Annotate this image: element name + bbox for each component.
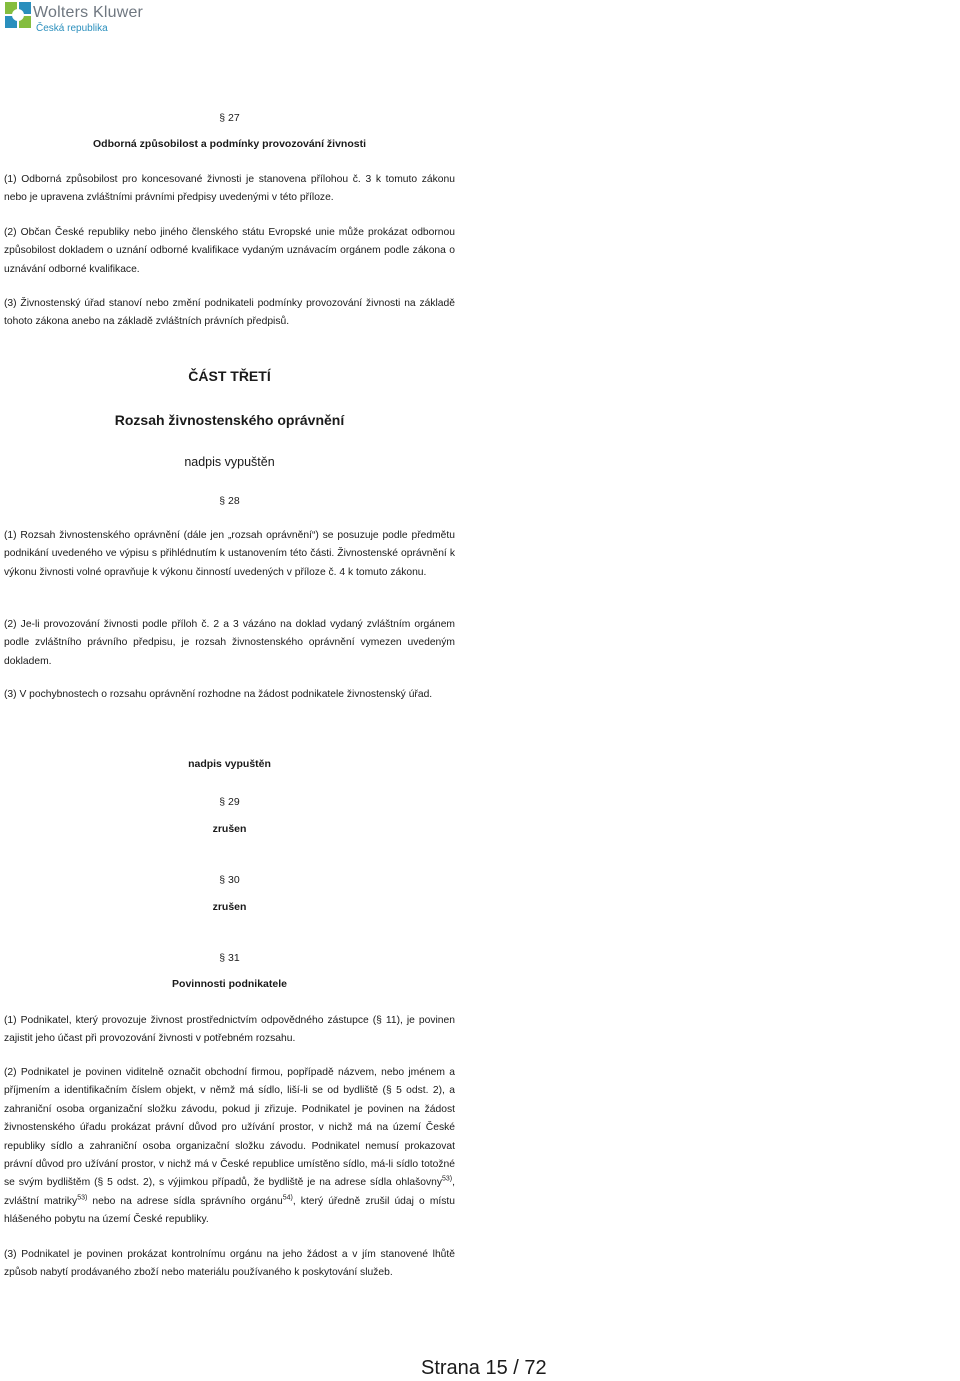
section-31-number: § 31 (219, 952, 240, 964)
part-three-heading: ČÁST TŘETÍ (188, 368, 271, 384)
footnote-ref-54: 54) (282, 1194, 293, 1202)
heading-omitted-note-2: nadpis vypuštěn (188, 758, 271, 770)
footnote-ref-53-b: 53) (77, 1194, 88, 1202)
section-27-paragraph-1: (1) Odborná způsobilost pro koncesované živnosti je stanovena přílohou č. 3 k tomuto zákonu nebo je upravena zvláštními právními předpisy uvedenými v této příloze. (4, 174, 455, 204)
section-31-paragraph-2-text-d: , který úředně zrušil údaj o místu hlášeného pobytu na území České republiky. (4, 1195, 455, 1226)
brand-region: Česká republika (36, 23, 108, 34)
section-28-number: § 28 (219, 495, 240, 507)
section-29-status: zrušen (212, 823, 247, 835)
part-three-title: Rozsah živnostenského oprávnění (114, 412, 345, 428)
section-27-title: Odborná způsobilost a podmínky provozování živnosti (92, 138, 367, 150)
section-30-number: § 30 (219, 874, 240, 886)
section-31-paragraph-2-text-a: (2) Podnikatel je povinen viditelně označit obchodní firmou, popřípadě názvem, nebo jménem a příjmením a identifikačním číslem objekt, v němž má sídlo, liší-li se od bydliště (§ 5 odst. 2), a zahraniční osoba organizační složku závodu, pokud ji zřizuje. Podnikatel je povinen na žádost živnostenského úřadu prokázat právní důvod pro užívání prostor, v nichž má na území České republiky sídlo a zahraniční osoba organizační složku závodu. Podnikatel nemusí prokazovat právní důvod pro užívání prostor, v nichž má v České republice umístěno sídlo, má-li sídlo totožné se svým bydlištěm (§ 5 odst. 2), s výjimkou případů, že bydliště je na adrese sídla ohlašovny (4, 1067, 455, 1189)
section-28-paragraph-1: (1) Rozsah živnostenského oprávnění (dále jen „rozsah oprávnění“) se posuzuje podle předmětu podnikání uvedeného ve výpisu s přihlédnutím k ustanovením této části. Živnostenské oprávnění k výkonu živnosti volné opravňuje k výkonu činností uvedených v příloze č. 4 k tomuto zákonu. (4, 530, 455, 578)
section-28-paragraph-3: (3) V pochybnostech o rozsahu oprávnění rozhodne na žádost podnikatele živnostenský úřad. (4, 689, 433, 700)
wolters-kluwer-logo (5, 2, 155, 38)
brand-name: Wolters Kluwer (33, 4, 144, 21)
section-31-paragraph-1: (1) Podnikatel, který provozuje živnost prostřednictvím odpovědného zástupce (§ 11), je povinen zajistit jeho účast při provozování živnosti v potřebném rozsahu. (4, 1015, 455, 1045)
section-31-paragraph-3: (3) Podnikatel je povinen prokázat kontrolnímu orgánu na jeho žádost a v jím stanovené lhůtě způsob nabytí prodávaného zboží nebo materiálu používaného k poskytování služeb. (4, 1249, 455, 1279)
footnote-ref-53: 53) (442, 1176, 453, 1184)
section-27-number: § 27 (219, 112, 240, 124)
heading-omitted-note: nadpis vypuštěn (184, 455, 275, 469)
page-number: Strana 15 / 72 (421, 1357, 547, 1379)
section-29-number: § 29 (219, 796, 240, 808)
section-31-title: Povinnosti podnikatele (172, 978, 287, 990)
wolters-kluwer-mark-icon (5, 2, 31, 28)
section-27-paragraph-3: (3) Živnostenský úřad stanoví nebo změní podnikateli podmínky provozování živnosti na základě tohoto zákona anebo na základě zvláštních právních předpisů. (4, 298, 455, 328)
section-30-status: zrušen (212, 901, 247, 913)
section-31-paragraph-2-text-c: nebo na adrese sídla správního orgánu (87, 1195, 283, 1207)
section-28-paragraph-2: (2) Je-li provozování živnosti podle příloh č. 2 a 3 vázáno na doklad vydaný zvláštním orgánem podle zvláštního právního předpisu, je rozsah živnostenského oprávnění vymezen uvedeným dokladem. (4, 619, 455, 667)
section-31-paragraph-2 (4, 1064, 455, 1230)
section-27-paragraph-2: (2) Občan České republiky nebo jiného členského státu Evropské unie může prokázat odbornou způsobilost dokladem o uznání odborné kvalifikace vydaným uznávacím orgánem podle zákona o uznávání odborné kvalifikace. (4, 227, 455, 275)
section-31-paragraph-2-text-b: , zvláštní matriky (4, 1177, 455, 1207)
